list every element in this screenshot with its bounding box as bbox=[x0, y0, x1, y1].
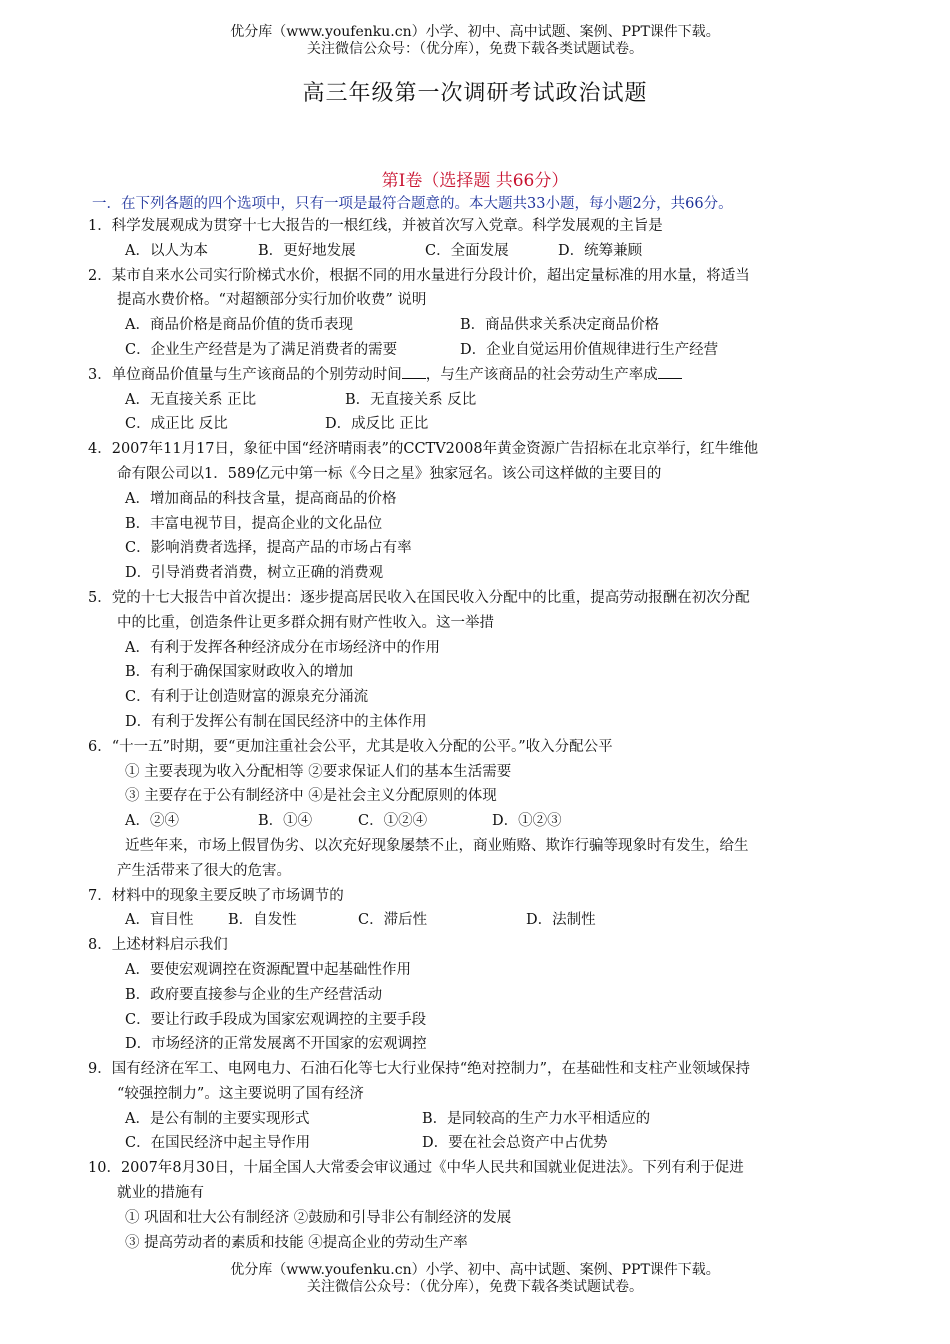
q1-option-d: D．统筹兼顾 bbox=[558, 242, 643, 259]
header-line-1: 优分库（www.youfenku.cn）小学、初中、高中试题、案例、PPT课件下载。 bbox=[230, 24, 720, 40]
q3-option-a: A．无直接关系 正比 bbox=[125, 391, 257, 408]
section-title: 第Ⅰ卷（选择题 共66分） bbox=[381, 171, 569, 191]
q8-option-b: B．政府要直接参与企业的生产经营活动 bbox=[125, 986, 383, 1003]
q3-options-ab bbox=[88, 388, 878, 413]
q7-option-b: B．自发性 bbox=[228, 912, 297, 929]
q7-option-d: D．法制性 bbox=[526, 912, 596, 929]
q10-stem-2: 就业的措施有 bbox=[117, 1185, 204, 1202]
exam-title: 高三年级第一次调研考试政治试题 bbox=[302, 81, 648, 106]
q2-stem-1: 2．某市自来水公司实行阶梯式水价，根据不同的用水量进行分段计价，超出定量标准的用水量，将适当 bbox=[88, 267, 750, 284]
q3-option-d: D．成反比 正比 bbox=[325, 416, 429, 433]
q3-options-cd bbox=[88, 412, 878, 437]
q4-option-d: D．引导消费者消费，树立正确的消费观 bbox=[125, 565, 384, 582]
q5-option-c: C．有利于让创造财富的源泉充分涌流 bbox=[125, 689, 369, 706]
q6-statements-2: ③ 主要存在于公有制经济中 ④是社会主义分配原则的体现 bbox=[125, 788, 497, 805]
q9-options-ab bbox=[88, 1107, 878, 1132]
q8-option-a: A．要使宏观调控在资源配置中起基础性作用 bbox=[125, 961, 411, 978]
instructions: 一．在下列各题的四个选项中，只有一项是最符合题意的。本大题共33小题，每小题2分，共66分。 bbox=[92, 196, 733, 212]
q6-statements-1: ① 主要表现为收入分配相等 ②要求保证人们的基本生活需要 bbox=[125, 763, 512, 780]
q1-option-b: B．更好地发展 bbox=[258, 242, 356, 259]
q10-statements-2: ③ 提高劳动者的素质和技能 ④提高企业的劳动生产率 bbox=[125, 1234, 468, 1251]
q1-options bbox=[88, 239, 878, 264]
q2-option-b: B．商品供求关系决定商品价格 bbox=[460, 317, 660, 334]
q7-option-c: C．滞后性 bbox=[358, 912, 428, 929]
q5-option-d: D．有利于发挥公有制在国民经济中的主体作用 bbox=[125, 713, 427, 730]
footer-line-2: 关注微信公众号：（优分库），免费下载各类试题试卷。 bbox=[307, 1279, 643, 1295]
q3-blank-1 bbox=[402, 363, 426, 379]
q2-option-d: D．企业自觉运用价值规律进行生产经营 bbox=[460, 341, 719, 358]
q2-options-ab bbox=[88, 313, 878, 338]
q4-stem-1: 4．2007年11月17日，象征中国“经济晴雨表”的CCTV2008年黄金资源广告招标在北京举行，红牛维他 bbox=[88, 441, 759, 458]
site-header bbox=[0, 24, 950, 58]
header-line-2: 关注微信公众号：（优分库），免费下载各类试题试卷。 bbox=[307, 41, 643, 57]
q4-stem-2: 命有限公司以1．589亿元中第一标《今日之星》独家冠名。该公司这样做的主要目的 bbox=[117, 465, 662, 482]
q4-option-c: C．影响消费者选择，提高产品的市场占有率 bbox=[125, 540, 412, 557]
site-footer bbox=[0, 1262, 950, 1296]
q2-options-cd bbox=[88, 338, 878, 363]
q3-stem-part-2: ，与生产该商品的社会劳动生产率成 bbox=[425, 366, 658, 383]
question-list bbox=[88, 214, 878, 1255]
q9-option-d: D．要在社会总资产中占优势 bbox=[422, 1135, 608, 1152]
q3-blank-2 bbox=[658, 363, 682, 379]
q10-statements-1: ① 巩固和壮大公有制经济 ②鼓励和引导非公有制经济的发展 bbox=[125, 1209, 512, 1226]
material-line-1: 近些年来，市场上假冒伪劣、以次充好现象屡禁不止，商业贿赂、欺诈行骗等现象时有发生，给生 bbox=[125, 837, 749, 854]
q9-stem-1: 9．国有经济在军工、电网电力、石油石化等七大行业保持“绝对控制力”，在基础性和支柱产业领域保持 bbox=[88, 1061, 751, 1078]
q4-option-b: B．丰富电视节目，提高企业的文化品位 bbox=[125, 515, 383, 532]
q9-option-c: C．在国民经济中起主导作用 bbox=[125, 1135, 311, 1152]
q5-option-b: B．有利于确保国家财政收入的增加 bbox=[125, 664, 354, 681]
q1-stem: 1．科学发展观成为贯穿十七大报告的一根红线，并被首次写入党章。科学发展观的主旨是 bbox=[88, 218, 663, 234]
material-line-2: 产生活带来了很大的危害。 bbox=[117, 862, 291, 879]
footer-line-1: 优分库（www.youfenku.cn）小学、初中、高中试题、案例、PPT课件下载。 bbox=[230, 1262, 720, 1278]
q3-stem bbox=[88, 363, 878, 388]
q8-option-d: D．市场经济的正常发展离不开国家的宏观调控 bbox=[125, 1036, 427, 1053]
q6-stem: 6．“十一五”时期，要“更加注重社会公平，尤其是收入分配的公平。”收入分配公平 bbox=[88, 738, 613, 755]
q9-option-a: A．是公有制的主要实现形式 bbox=[125, 1110, 310, 1127]
q2-option-a: A．商品价格是商品价值的货币表现 bbox=[125, 317, 353, 334]
q3-option-c: C．成正比 反比 bbox=[125, 416, 228, 433]
q1-option-c: C．全面发展 bbox=[425, 242, 509, 259]
q5-option-a: A．有利于发挥各种经济成分在市场经济中的作用 bbox=[125, 639, 440, 656]
q7-options bbox=[88, 908, 878, 933]
q3-stem-part-1: 3．单位商品价值量与生产该商品的个别劳动时间 bbox=[88, 366, 402, 383]
q2-option-c: C．企业生产经营是为了满足消费者的需要 bbox=[125, 341, 398, 358]
q5-stem-1: 5．党的十七大报告中首次提出：逐步提高居民收入在国民收入分配中的比重，提高劳动报酬在初次分配 bbox=[88, 589, 750, 606]
q9-options-cd bbox=[88, 1131, 878, 1156]
q3-option-b: B．无直接关系 反比 bbox=[345, 391, 477, 408]
q6-option-d: D．①②③ bbox=[492, 813, 562, 830]
q9-stem-2: “较强控制力”。这主要说明了国有经济 bbox=[117, 1085, 364, 1102]
q6-option-c: C．①②④ bbox=[358, 813, 428, 830]
q4-option-a: A．增加商品的科技含量，提高商品的价格 bbox=[125, 490, 397, 507]
q8-stem: 8．上述材料启示我们 bbox=[88, 937, 228, 954]
q2-stem-2: 提高水费价格。“对超额部分实行加价收费” 说明 bbox=[117, 292, 427, 309]
q5-stem-2: 中的比重，创造条件让更多群众拥有财产性收入。这一举措 bbox=[117, 614, 494, 631]
q9-option-b: B．是同较高的生产力水平相适应的 bbox=[422, 1110, 651, 1127]
q1-option-a: A．以人为本 bbox=[125, 242, 208, 259]
q8-option-c: C．要让行政手段成为国家宏观调控的主要手段 bbox=[125, 1011, 427, 1028]
q10-stem-1: 10．2007年8月30日，十届全国人大常委会审议通过《中华人民共和国就业促进法》。下列有利于促进 bbox=[88, 1160, 744, 1177]
q6-option-a: A．②④ bbox=[125, 813, 179, 830]
q7-option-a: A．盲目性 bbox=[125, 912, 194, 929]
q7-stem: 7．材料中的现象主要反映了市场调节的 bbox=[88, 887, 344, 904]
q6-options bbox=[88, 809, 878, 834]
q6-option-b: B．①④ bbox=[258, 813, 313, 830]
